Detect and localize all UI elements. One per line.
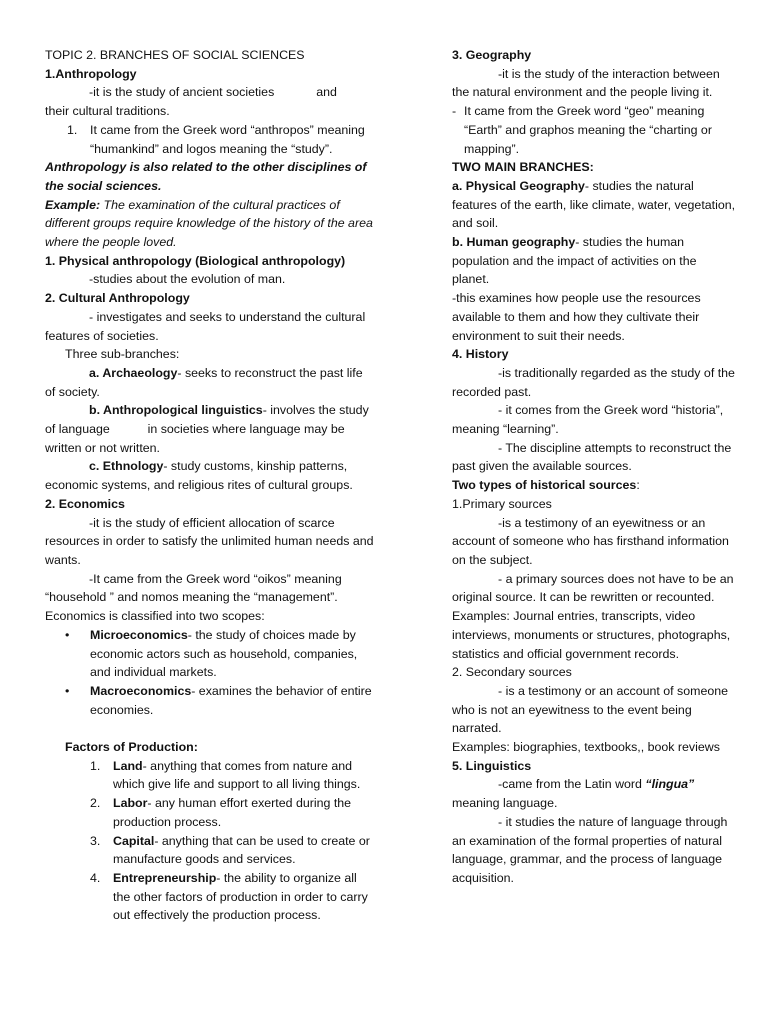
physical-anthropology-text: -studies about the evolution of man.	[89, 272, 286, 287]
geography-definition: -it is the study of the interaction between the natural environment and the people living it.	[452, 66, 720, 100]
bullet: •	[65, 683, 70, 698]
economics-definition: -it is the study of efficient allocation of scarce resources in order to satisfy the unlimited human needs and wants.	[45, 515, 374, 567]
history-heading: 4. History	[452, 347, 509, 362]
secondary-sources-examples: Examples: biographies, textbooks,, book reviews	[452, 740, 720, 755]
physical-geography-item: a. Physical Geography- studies the natural features of the earth, like climate, water, vegetation, and soil.	[452, 178, 736, 231]
geography-origin: - It came from the Greek word “geo” meaning “Earth” and graphos meaning the “charting or mapping”.	[452, 104, 712, 156]
linguistics-study: - it studies the nature of language through an examination of the formal properties of natural language, grammar, and the process of language acquisition.	[452, 814, 728, 885]
anthropology-origin-item	[45, 121, 375, 158]
macroeconomics-item: • Macroeconomics- examines the behavior of entire economies.	[65, 683, 372, 717]
linguistics-origin: -came from the Latin word “lingua” meaning language.	[452, 777, 695, 811]
human-geography-extra: -this examines how people use the resources available to them and how they cultivate their environment to suit their needs.	[452, 291, 701, 343]
factor-item: 2. Labor- any human effort exerted during the production process.	[90, 796, 352, 829]
right-column	[452, 46, 737, 888]
list-number: 1.	[67, 122, 78, 137]
example-text: The examination of the cultural practices of different groups require knowledge of the history of the area where the people loved.	[45, 197, 373, 250]
example-label: Example:	[45, 197, 101, 212]
secondary-sources-definition: - is a testimony or an account of someone who is not an eyewitness to the event being narrated.	[452, 683, 729, 736]
microeconomics-item: • Microeconomics- the study of choices made by economic actors such as household, companies, and individual markets.	[65, 627, 358, 680]
archaeology-item: a. Archaeology- seeks to reconstruct the past life of society.	[45, 365, 363, 399]
linguistics-heading: 5. Linguistics	[452, 758, 532, 773]
factors-heading: Factors of Production:	[65, 740, 198, 754]
economics-origin: -It came from the Greek word “oikos” meaning “household ” and nomos meaning the “management”.	[45, 571, 342, 605]
anthropology-heading: 1.Anthropology	[45, 66, 137, 81]
anthropology-definition: -it is the study of ancient societies and	[89, 85, 337, 100]
anthropology-related: Anthropology is also related to the other disciplines of the social sciences.	[45, 160, 367, 193]
topic-title: TOPIC 2. BRANCHES OF SOCIAL SCIENCES	[45, 48, 305, 62]
geography-heading: 3. Geography	[452, 48, 532, 62]
primary-sources-definition: -is a testimony of an eyewitness or an account of someone who has firsthand information on the subject.	[452, 515, 729, 567]
physical-anthropology-heading: 1. Physical anthropology (Biological anthropology)	[45, 253, 346, 268]
anthropology-origin-text: It came from the Greek word “anthropos” meaning “humankind” and logos meaning the “study”.	[90, 122, 365, 156]
economics-heading: 2. Economics	[45, 496, 125, 511]
left-column	[45, 46, 375, 925]
primary-sources-heading: 1.Primary sources	[452, 496, 552, 511]
bullet: •	[65, 627, 70, 642]
two-main-branches: TWO MAIN BRANCHES:	[452, 160, 594, 175]
human-geography-item: b. Human geography- studies the human population and the impact of activities on the planet.	[452, 235, 697, 287]
cultural-anthropology-heading: 2. Cultural Anthropology	[45, 291, 190, 306]
primary-sources-note: - a primary sources does not have to be an original source. It can be rewritten or recounted.	[452, 571, 734, 605]
linguistics-item: b. Anthropological linguistics- involves the study of language in societies where language may be written or not written.	[45, 403, 369, 455]
anthropology-definition-cont: their cultural traditions.	[45, 104, 170, 119]
secondary-sources-heading: 2. Secondary sources	[452, 665, 572, 680]
historical-sources-heading: Two types of historical sources:	[452, 478, 640, 493]
ethnology-item: c. Ethnology- study customs, kinship patterns, economic systems, and religious rites of cultural groups.	[45, 459, 353, 493]
cultural-anthropology-text: - investigates and seeks to understand the cultural features of societies.	[45, 309, 366, 343]
primary-sources-examples: Examples: Journal entries, transcripts, video interviews, monuments or structures, photographs, statistics and official government records.	[452, 609, 731, 661]
history-attempt: - The discipline attempts to reconstruct the past given the available sources.	[452, 440, 732, 474]
factor-item: 3. Capital- anything that can be used to create or manufacture goods and services.	[90, 833, 370, 867]
subbranches-label: Three sub-branches:	[65, 347, 180, 362]
economics-scopes: Economics is classified into two scopes:	[45, 609, 265, 624]
history-origin: - it comes from the Greek word “historia”, meaning “learning”.	[452, 403, 724, 437]
history-definition: -is traditionally regarded as the study of the recorded past.	[452, 365, 735, 399]
anthropology-example	[45, 196, 375, 252]
factor-item: 1. Land- anything that comes from nature and which give life and support to all living things.	[90, 758, 361, 792]
factor-item: 4. Entrepreneurship- the ability to organize all the other factors of production in order to carry out effectively the production process.	[90, 870, 368, 923]
